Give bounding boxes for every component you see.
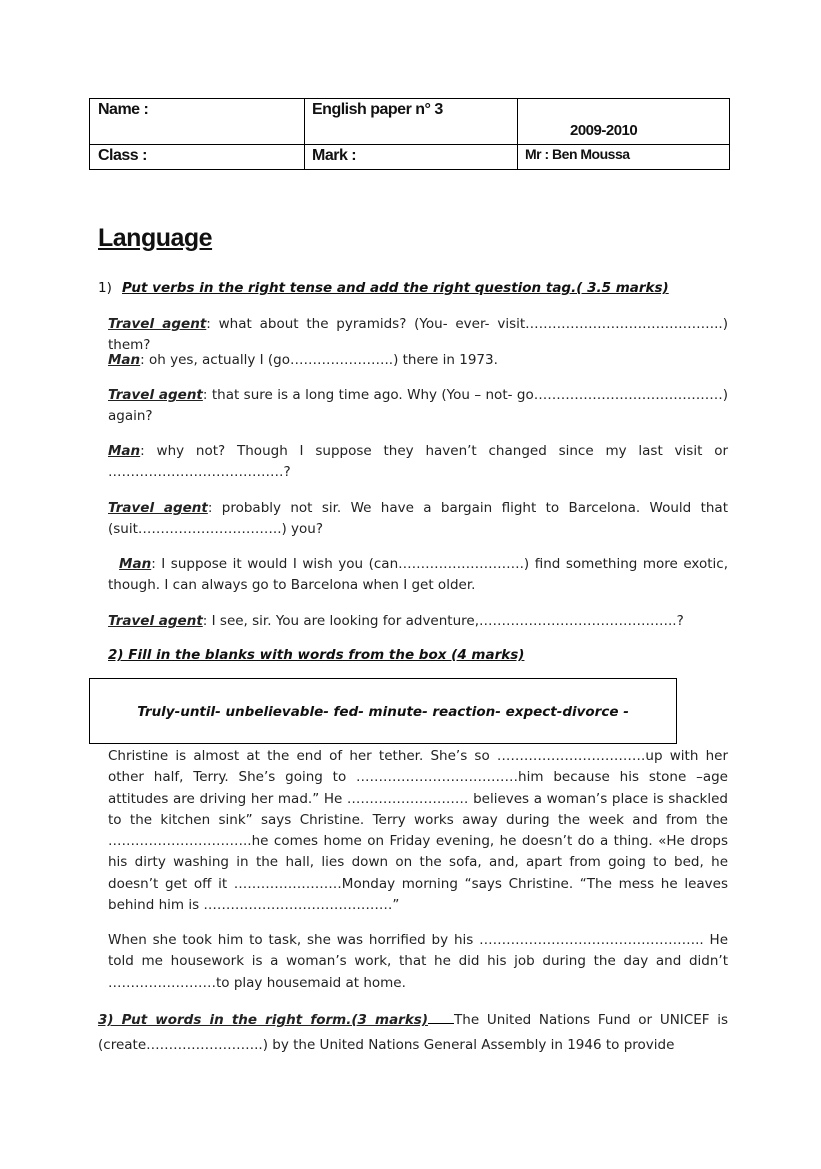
dialogue-line — [108, 611, 728, 632]
mark-label: Mark : — [312, 147, 357, 164]
dialogue-line — [108, 350, 728, 371]
speaker-label: Travel agent — [108, 500, 208, 516]
speaker-separator: : — [140, 443, 145, 459]
section-title: Language — [98, 224, 213, 252]
speaker-label: Travel agent — [108, 316, 207, 332]
dialogue-text: I suppose it would I wish you (can……………………….) find something more exotic, though. I can always go to Barcelona when I get older. — [108, 556, 728, 593]
question-3-title: 3) Put words in the right form.(3 marks) — [98, 1012, 429, 1028]
speaker-separator: : — [206, 316, 211, 332]
question-3-text: The United Nations Fund or UNICEF is (create……………………..) by the United Nations General Assembly in 1946 to provide — [98, 1012, 728, 1053]
title-underline-gap — [428, 1013, 454, 1024]
dialogue-line — [108, 554, 728, 596]
dialogue-text: why not? Though I suppose they haven’t changed since my last visit or …………………………………? — [108, 443, 728, 480]
question-3-block — [98, 1008, 728, 1058]
table-divider — [517, 99, 518, 169]
dialogue-text: probably not sir. We have a bargain flight to Barcelona. Would that (suit…………………………..) you? — [108, 500, 728, 537]
word-box-list: Truly-until- unbelievable- fed- minute- reaction- expect-divorce - — [137, 704, 629, 720]
name-label: Name : — [98, 101, 149, 118]
dialogue-line — [108, 441, 728, 483]
word-box — [89, 678, 677, 744]
speaker-separator: : — [202, 387, 208, 403]
speaker-separator: : — [207, 500, 213, 516]
table-divider — [90, 144, 729, 145]
dialogue-text: I see, sir. You are looking for adventure,……………………………………..? — [207, 613, 684, 629]
speaker-label: Man — [108, 443, 141, 459]
dialogue-text: what about the pyramids? (You- ever- visit……………………………………..) them? — [108, 316, 728, 353]
class-label: Class : — [98, 147, 147, 164]
speaker-separator: : — [140, 352, 145, 368]
dialogue-text: oh yes, actually I (go…………………..) there in 1973. — [144, 352, 498, 368]
question-1-instruction: Put verbs in the right tense and add the right question tag.( 3.5 marks) — [122, 280, 669, 296]
question-1-number: 1) — [98, 280, 112, 296]
table-divider — [304, 99, 305, 169]
question-2-title: 2) Fill in the blanks with words from the box (4 marks) — [108, 647, 525, 663]
speaker-separator: : — [202, 613, 208, 629]
dialogue-text: that sure is a long time ago. Why (You – not- go……………………………………) again? — [108, 387, 728, 424]
speaker-label: Travel agent — [108, 387, 203, 403]
question-1-title — [98, 280, 669, 296]
dialogue-line — [108, 498, 728, 540]
speaker-separator: : — [151, 556, 156, 572]
dialogue-line — [108, 385, 728, 427]
speaker-label: Travel agent — [108, 613, 203, 629]
fill-blanks-paragraph-1: Christine is almost at the end of her tether. She’s so ……………………………up with her other half, Terry. She’s going to ………………………………him because his stone –age attitudes are driving her mad.” He ……………………… believes a woman’s place is shackled to the kitchen sink” says Christine. Terry works away during the week and from the …………………………..he comes home on Friday evening, he doesn’t do a thing. «He drops his dirty washing in the hall, lies down on the sofa, and, apart from going to bed, he doesn’t get off it ……………………Monday morning “says Christine. “The mess he leaves behind him is ……………………………………” — [108, 748, 728, 914]
header-table — [89, 98, 730, 170]
paper-label: English paper n° 3 — [312, 101, 443, 118]
speaker-label: Man — [108, 352, 141, 368]
school-year: 2009-2010 — [570, 122, 638, 139]
teacher-name: Mr : Ben Moussa — [525, 146, 630, 162]
fill-blanks-paragraph-2: When she took him to task, she was horrified by his ………………………………………….. He told me housework is a woman’s work, that he did his job during the day and didn’t ……………………to play housemaid at home. — [108, 932, 728, 991]
speaker-label: Man — [119, 556, 152, 572]
